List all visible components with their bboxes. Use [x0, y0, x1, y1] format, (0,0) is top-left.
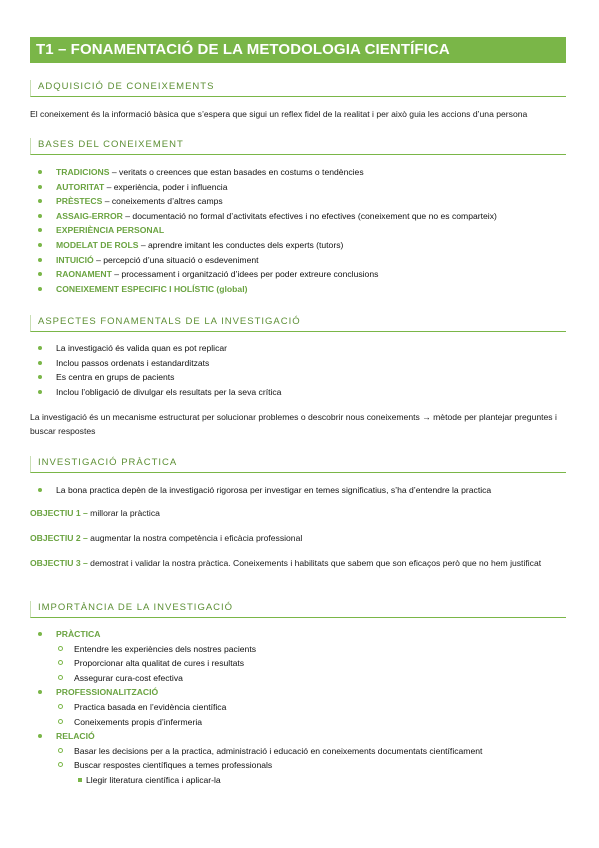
- list-item: PRÈSTECS – coneixements d’altres camps: [38, 194, 566, 209]
- paragraph-coneixement: El coneixement és la informació bàsica que s’espera que sigui un reflex fidel de la realitat i per això guia les accions d’una persona: [30, 109, 528, 119]
- list-item: TRADICIONS – veritats o creences que estan basades en costums o tendències: [38, 165, 566, 180]
- practica-list: [38, 483, 566, 498]
- list-item: RAONAMENT – processament i organització d’idees per poder extreure conclusions: [38, 267, 566, 282]
- objective-2: OBJECTIU 2 – augmentar la nostra competència i eficàcia professional: [30, 533, 303, 543]
- list-item: PROFESSIONALITZACIÓ: [38, 685, 566, 700]
- aspectes-list: [38, 341, 566, 399]
- list-item: PRÀCTICA: [38, 627, 566, 642]
- sub-sub-list-item: Llegir literatura científica i aplicar-la: [38, 773, 566, 788]
- list-item: La bona practica depèn de la investigació rigorosa per investigar en temes significatius, s’ha d’entendre la practica: [38, 483, 566, 498]
- section-heading-adquisicio: ADQUISICIÓ DE CONEIXEMENTS: [30, 80, 566, 97]
- objective-3: OBJECTIU 3 – demostrat i validar la nostra pràctica. Coneixements i habilitats que sabem que son eficaços però que no hem justificat: [30, 558, 542, 568]
- sub-list-item: Practica basada en l’evidència científica: [38, 700, 566, 715]
- paragraph-investigacio: La investigació és un mecanisme estructurat per solucionar problemes o descobrir nous coneixements → mètode per plantejar preguntes i buscar respostes: [30, 412, 557, 436]
- objective-1: OBJECTIU 1 – millorar la pràctica: [30, 508, 160, 518]
- section-heading-investigacio-practica: INVESTIGACIÓ PRÀCTICA: [30, 456, 566, 473]
- section-heading-bases: BASES DEL CONEIXEMENT: [30, 138, 566, 155]
- list-item: CONEIXEMENT ESPECIFIC I HOLÍSTIC (global): [38, 282, 566, 297]
- section-heading-importancia: IMPORTÀNCIA DE LA INVESTIGACIÓ: [30, 601, 566, 618]
- sub-list-item: Entendre les experiències dels nostres pacients: [38, 642, 566, 657]
- list-item: EXPERIÈNCIA PERSONAL: [38, 223, 566, 238]
- list-item: INTUICIÓ – percepció d’una situació o esdeveniment: [38, 253, 566, 268]
- list-item: Inclou l’obligació de divulgar els resultats per la seva crítica: [38, 385, 566, 400]
- list-item: ASSAIG-ERROR – documentació no formal d’activitats efectives i no efectives (coneixement que no es comparteix): [38, 209, 566, 224]
- importancia-list: [38, 627, 566, 788]
- sub-list-item: Coneixements propis d’infermeria: [38, 715, 566, 730]
- list-item: RELACIÓ: [38, 729, 566, 744]
- sub-list-item: Proporcionar alta qualitat de cures i resultats: [38, 656, 566, 671]
- bases-list: [38, 165, 566, 296]
- page-title: T1 – FONAMENTACIÓ DE LA METODOLOGIA CIENTÍFICA: [30, 37, 566, 63]
- section-heading-aspectes: ASPECTES FONAMENTALS DE LA INVESTIGACIÓ: [30, 315, 566, 332]
- sub-list-item: Assegurar cura-cost efectiva: [38, 671, 566, 686]
- list-item: AUTORITAT – experiència, poder i influencia: [38, 180, 566, 195]
- list-item: Inclou passos ordenats i estandarditzats: [38, 356, 566, 371]
- list-item: MODELAT DE ROLS – aprendre imitant les conductes dels experts (tutors): [38, 238, 566, 253]
- list-item: La investigació és valida quan es pot replicar: [38, 341, 566, 356]
- sub-list-item: Buscar respostes científiques a temes professionals: [38, 758, 566, 773]
- sub-list-item: Basar les decisions per a la practica, administració i educació en coneixements documentats científicament: [38, 744, 566, 759]
- list-item: Es centra en grups de pacients: [38, 370, 566, 385]
